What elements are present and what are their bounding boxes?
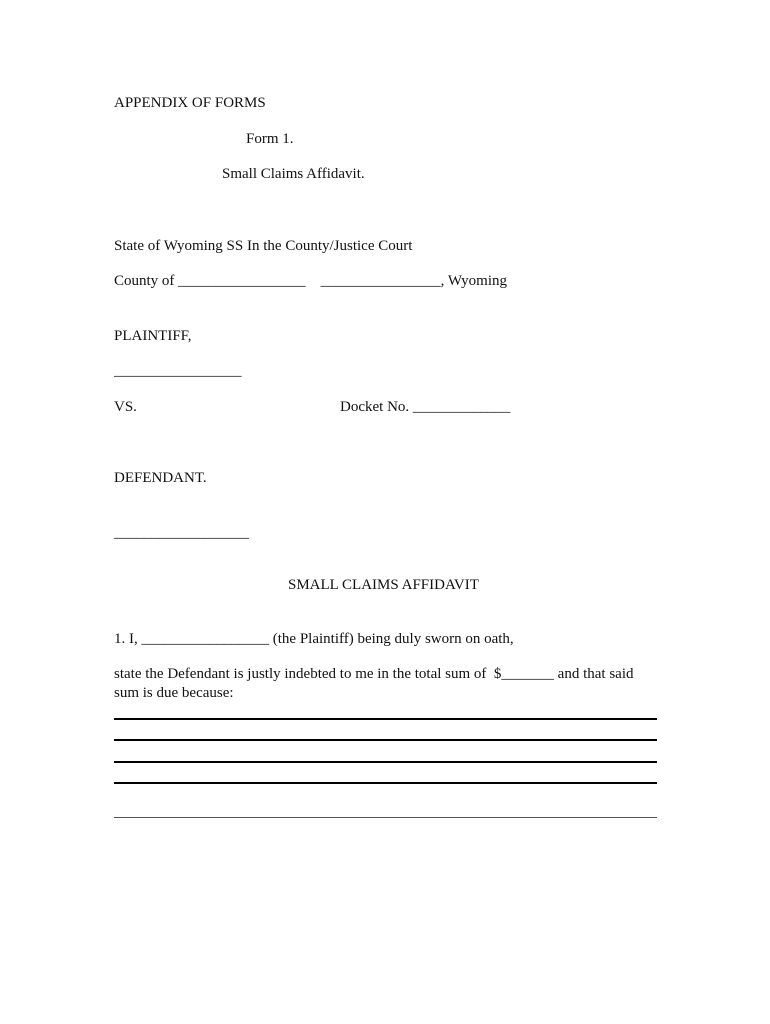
- affidavit-heading: SMALL CLAIMS AFFIDAVIT: [288, 577, 479, 593]
- defendant-label: DEFENDANT.: [114, 470, 207, 486]
- reason-line: [114, 761, 657, 763]
- plaintiff-name-blank: _________________: [114, 363, 242, 379]
- form-number: Form 1.: [246, 131, 294, 147]
- reason-line: [114, 739, 657, 741]
- county-line: County of _________________ ________________, Wyoming: [114, 273, 507, 289]
- reason-line: [114, 718, 657, 720]
- statement-line-2: state the Defendant is justly indebted to me in the total sum of $_______ and that said: [114, 666, 634, 682]
- defendant-name-blank: __________________: [114, 525, 249, 541]
- appendix-title: APPENDIX OF FORMS: [114, 95, 266, 111]
- form-name: Small Claims Affidavit.: [222, 166, 365, 182]
- page-divider: [114, 817, 657, 818]
- statement-line-1: 1. I, _________________ (the Plaintiff) being duly sworn on oath,: [114, 631, 514, 647]
- vs-label: VS.: [114, 399, 137, 415]
- state-line: State of Wyoming SS In the County/Justice Court: [114, 238, 413, 254]
- plaintiff-label: PLAINTIFF,: [114, 328, 192, 344]
- docket-line: Docket No. _____________: [340, 399, 511, 415]
- statement-line-3: sum is due because:: [114, 685, 234, 701]
- reason-line: [114, 782, 657, 784]
